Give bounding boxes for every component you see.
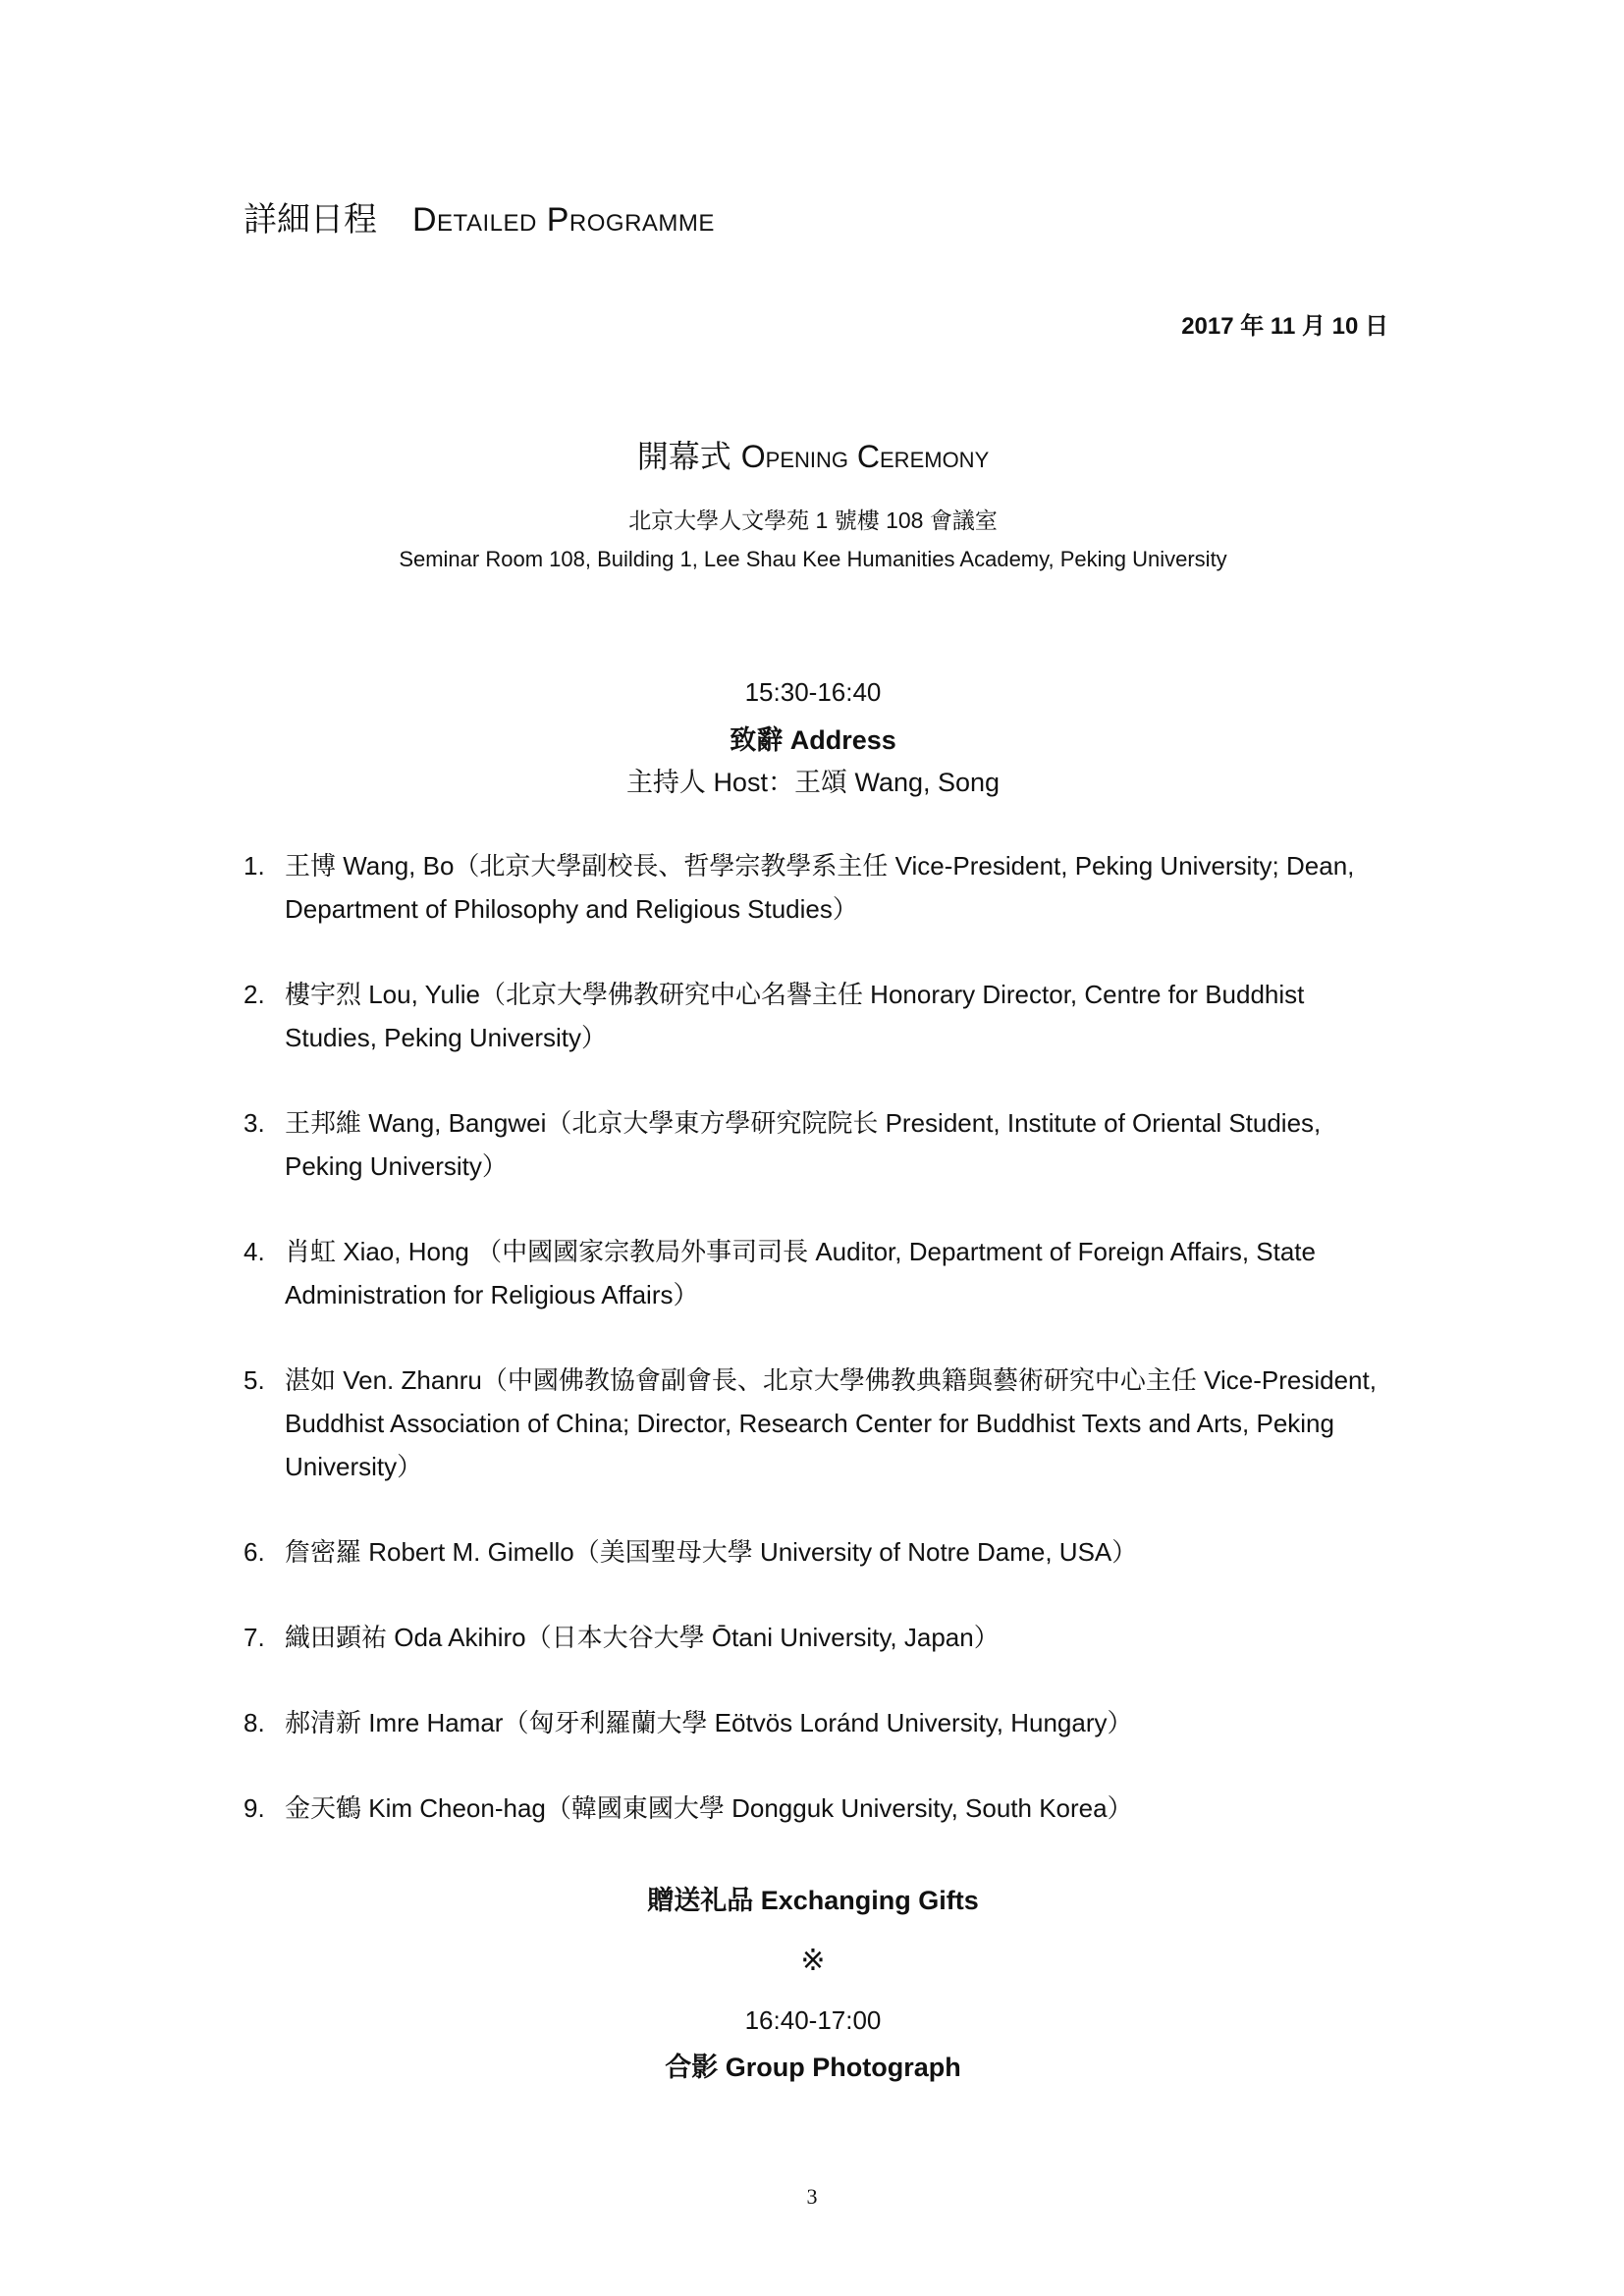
list-item bbox=[244, 844, 1388, 931]
heading-en: Detailed Programme bbox=[412, 201, 715, 239]
list-item bbox=[244, 1787, 1388, 1830]
list-item bbox=[244, 1230, 1388, 1316]
list-text: 詹密羅 Robert M. Gimello（美国聖母大學 University of Notre Dame, USA） bbox=[285, 1537, 1138, 1567]
list-text: 肖虹 Xiao, Hong （中國國家宗教局外事司司長 Auditor, Department of Foreign Affairs, State Administration for Religious Affairs） bbox=[285, 1237, 1316, 1309]
address-time: 15:30-16:40 bbox=[744, 677, 882, 707]
separator-mark: ※ bbox=[800, 1945, 826, 1977]
list-number: 5. bbox=[244, 1365, 265, 1395]
list-text: 王博 Wang, Bo（北京大學副校長、哲學宗教學系主任 Vice-President, Peking University; Dean, Department of Philosophy and Religious Studies） bbox=[285, 851, 1355, 924]
address-host: 主持人 Host：王頌 Wang, Song bbox=[625, 768, 1001, 797]
list-number: 1. bbox=[244, 851, 265, 881]
speaker-list bbox=[244, 844, 1388, 1872]
list-text: 郝清新 Imre Hamar（匈牙利羅蘭大學 Eötvös Loránd University, Hungary） bbox=[285, 1708, 1133, 1737]
list-text: 湛如 Ven. Zhanru（中國佛教協會副會長、北京大學佛教典籍與藝術研究中心主任 Vice-President, Buddhist Association of China; Director, Research Center for Buddhist Texts and Arts, Peking University） bbox=[285, 1365, 1377, 1481]
opening-zh: 開幕式 bbox=[636, 439, 731, 474]
list-number: 6. bbox=[244, 1537, 265, 1567]
list-item bbox=[244, 1530, 1388, 1574]
address-title: 致辭 Address bbox=[730, 725, 896, 755]
list-number: 4. bbox=[244, 1237, 265, 1266]
date: 2017 年 11 月 10 日 bbox=[1181, 313, 1388, 340]
photo-time: 16:40-17:00 bbox=[744, 2005, 882, 2035]
list-number: 3. bbox=[244, 1108, 265, 1138]
list-item bbox=[244, 1101, 1388, 1188]
list-number: 7. bbox=[244, 1623, 265, 1652]
list-item bbox=[244, 973, 1388, 1059]
list-text: 樓宇烈 Lou, Yulie（北京大學佛教研究中心名譽主任 Honorary Director, Centre for Buddhist Studies, Peking University） bbox=[285, 980, 1305, 1052]
exchanging-gifts: 贈送礼品 Exchanging Gifts bbox=[647, 1886, 979, 1915]
list-number: 8. bbox=[244, 1708, 265, 1737]
list-text: 織田顕祐 Oda Akihiro（日本大谷大學 Ōtani University, Japan） bbox=[285, 1623, 1000, 1652]
venue-en: Seminar Room 108, Building 1, Lee Shau Kee Humanities Academy, Peking University bbox=[399, 547, 1227, 571]
section-heading bbox=[244, 192, 715, 240]
photo-title: 合影 Group Photograph bbox=[665, 2053, 961, 2082]
venue-zh: 北京大學人文學苑 1 號樓 108 會議室 bbox=[628, 507, 998, 533]
list-item bbox=[244, 1701, 1388, 1744]
list-text: 金天鶴 Kim Cheon-hag（韓國東國大學 Dongguk University, South Korea） bbox=[285, 1793, 1133, 1823]
list-number: 9. bbox=[244, 1793, 265, 1823]
opening-ceremony-title bbox=[244, 432, 1382, 477]
heading-zh: 詳細日程 bbox=[244, 201, 377, 239]
page-number: 3 bbox=[806, 2184, 818, 2209]
opening-en: Opening Ceremony bbox=[740, 439, 990, 474]
list-item bbox=[244, 1616, 1388, 1659]
list-item bbox=[244, 1359, 1388, 1488]
list-text: 王邦維 Wang, Bangwei（北京大學東方學研究院院长 President, Institute of Oriental Studies, Peking University） bbox=[285, 1108, 1322, 1181]
list-number: 2. bbox=[244, 980, 265, 1009]
